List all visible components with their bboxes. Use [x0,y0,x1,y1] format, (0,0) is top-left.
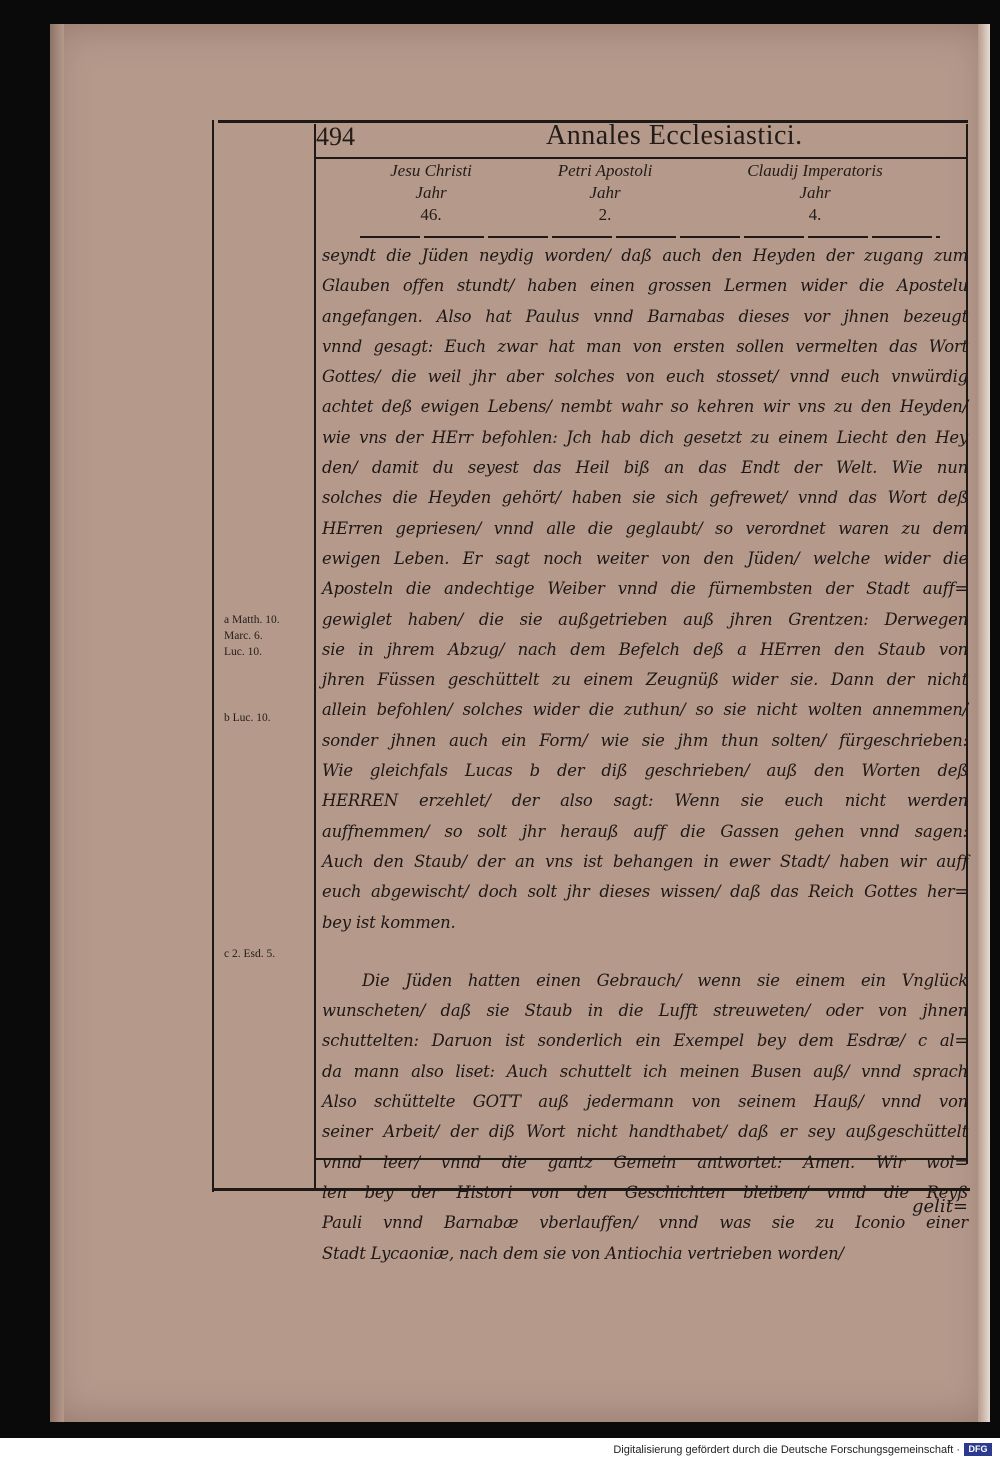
margin-note-b: b Luc. 10. [224,712,271,724]
text-line: sie in jhrem Abzug/ nach dem Befelch deß a HErren den Staub von [322,639,968,659]
column-heading-christ: Jesu Christi Jahr 46. [390,161,472,224]
running-title: Annales Ecclesiastici. [546,120,803,151]
text-line: Pauli vnnd Barnabæ vberlauffen/ vnnd was sie zu Iconio einer [322,1213,968,1233]
text-line: jhren Füssen geschüttelt zu einem Zeugnüß wider sie. Dann der nicht [322,670,968,690]
text-line: vnnd gesagt: Euch zwar hat man von ersten sollen vermelten das Wort [322,336,968,356]
page-number: 494 [316,122,355,151]
footer-bar [0,1438,1000,1462]
text-line: Also schüttelte GOTT auß jedermann von seinem Hauß/ vnnd von [322,1092,968,1112]
text-line: Wie gleichfals Lucas b der diß geschrieben/ auß den Worten deß [322,761,968,781]
text-line: gewiglet haben/ die sie außgetrieben auß jhren Grentzen: Derwegen [322,609,968,629]
paragraph-gap [322,938,968,966]
text-line: angefangen. Also hat Paulus vnnd Barnabas dieses vor jhnen bezeugt [322,306,968,326]
text-line: HErren gepriesen/ vnnd alle die geglaubt/ so verordnet waren zu dem [322,518,968,538]
margin-note-a: a Matth. 10. Marc. 6. Luc. 10. [224,614,280,658]
text-line: sonder jhnen auch ein Form/ wie sie jhm thun solten/ fürgeschrieben: [322,730,968,750]
text-line: seiner Arbeit/ der diß Wort nicht handthabet/ daß er sey außgeschüttelt [322,1122,968,1142]
left-margin-rule [212,120,214,1192]
text-line: Stadt Lycaoniæ, nach dem sie von Antiochia vertrieben worden/ [322,1243,844,1263]
text-left-rule [314,124,316,1188]
page-header [316,118,966,158]
text-line: ewigen Leben. Er sagt noch weiter von den Jüden/ welche wider die [322,548,968,568]
catchword: gelit= [912,1196,969,1217]
colhead-underline [360,236,940,238]
text-line: Auch den Staub/ der an vns ist behangen in ewer Stadt/ haben wir auff [322,851,968,871]
text-line: len bey der Histori von den Geschichten bleiben/ vnnd die Reyß [322,1182,968,1202]
column-heading-claudius: Claudij Imperatoris Jahr 4. [747,161,883,224]
text-line: auffnemmen/ so solt jhr herauß auff die Gassen gehen vnnd sagen: [322,821,968,841]
paragraph-1 [322,241,968,938]
paragraph-2 [322,966,968,1269]
text-line: vnnd leer/ vnnd die gantz Gemein antwortet: Amen. Wir wol= [322,1152,968,1172]
text-line: solches die Heyden gehört/ haben sie sich gefrewet/ vnnd das Wort deß [322,488,968,508]
dfg-logo: DFG [964,1443,992,1456]
text-line: den/ damit du seyest das Heil biß an das Endt der Welt. Wie nun [322,458,968,478]
page-gutter-shadow [50,24,64,1422]
text-line: seyndt die Jüden neydig worden/ daß auch den Heyden der zugang zum [322,246,968,265]
page-right-edge [978,24,990,1422]
text-line: allein befohlen/ solches wider die zuthun/ so sie nicht wolten annemmen/ [322,700,968,720]
margin-note-c: c 2. Esd. 5. [224,948,276,960]
text-line: schuttelten: Daruon ist sonderlich ein Exempel bey dem Esdræ/ c al= [322,1031,968,1051]
text-line: Die Jüden hatten einen Gebrauch/ wenn sie einem ein Vnglück [362,970,968,990]
text-line: bey ist kommen. [322,912,456,932]
footer-credit: Digitalisierung gefördert durch die Deutsche Forschungsgemeinschaft · [613,1444,960,1456]
text-line: HERREN erzehlet/ der also sagt: Wenn sie euch nicht werden [322,791,968,811]
text-line: achtet deß ewigen Lebens/ nembt wahr so kehren wir vns zu den Heyden/ [322,397,968,417]
text-line: wunscheten/ daß sie Staub in die Lufft streuweten/ oder von jhnen [322,1001,968,1021]
text-line: Gottes/ die weil jhr aber solches von euch stosset/ vnnd euch vnwürdig [322,367,968,387]
column-heading-peter: Petri Apostoli Jahr 2. [557,161,653,224]
text-line: euch abgewischt/ doch solt jhr dieses wissen/ daß das Reich Gottes her= [322,882,968,902]
text-line: Aposteln die andechtige Weiber vnnd die fürnembsten der Stadt auff= [322,579,968,599]
text-line: wie vns der HErr befohlen: Jch hab dich gesetzt zu einem Liecht den Hey [322,427,968,447]
body-text [322,241,968,1269]
text-line: da mann also liset: Auch schuttelt ich meinen Busen auß/ vnnd sprach [322,1061,968,1081]
text-line: Glauben offen stundt/ haben einen grossen Lermen wider die Apostelu [322,276,968,296]
